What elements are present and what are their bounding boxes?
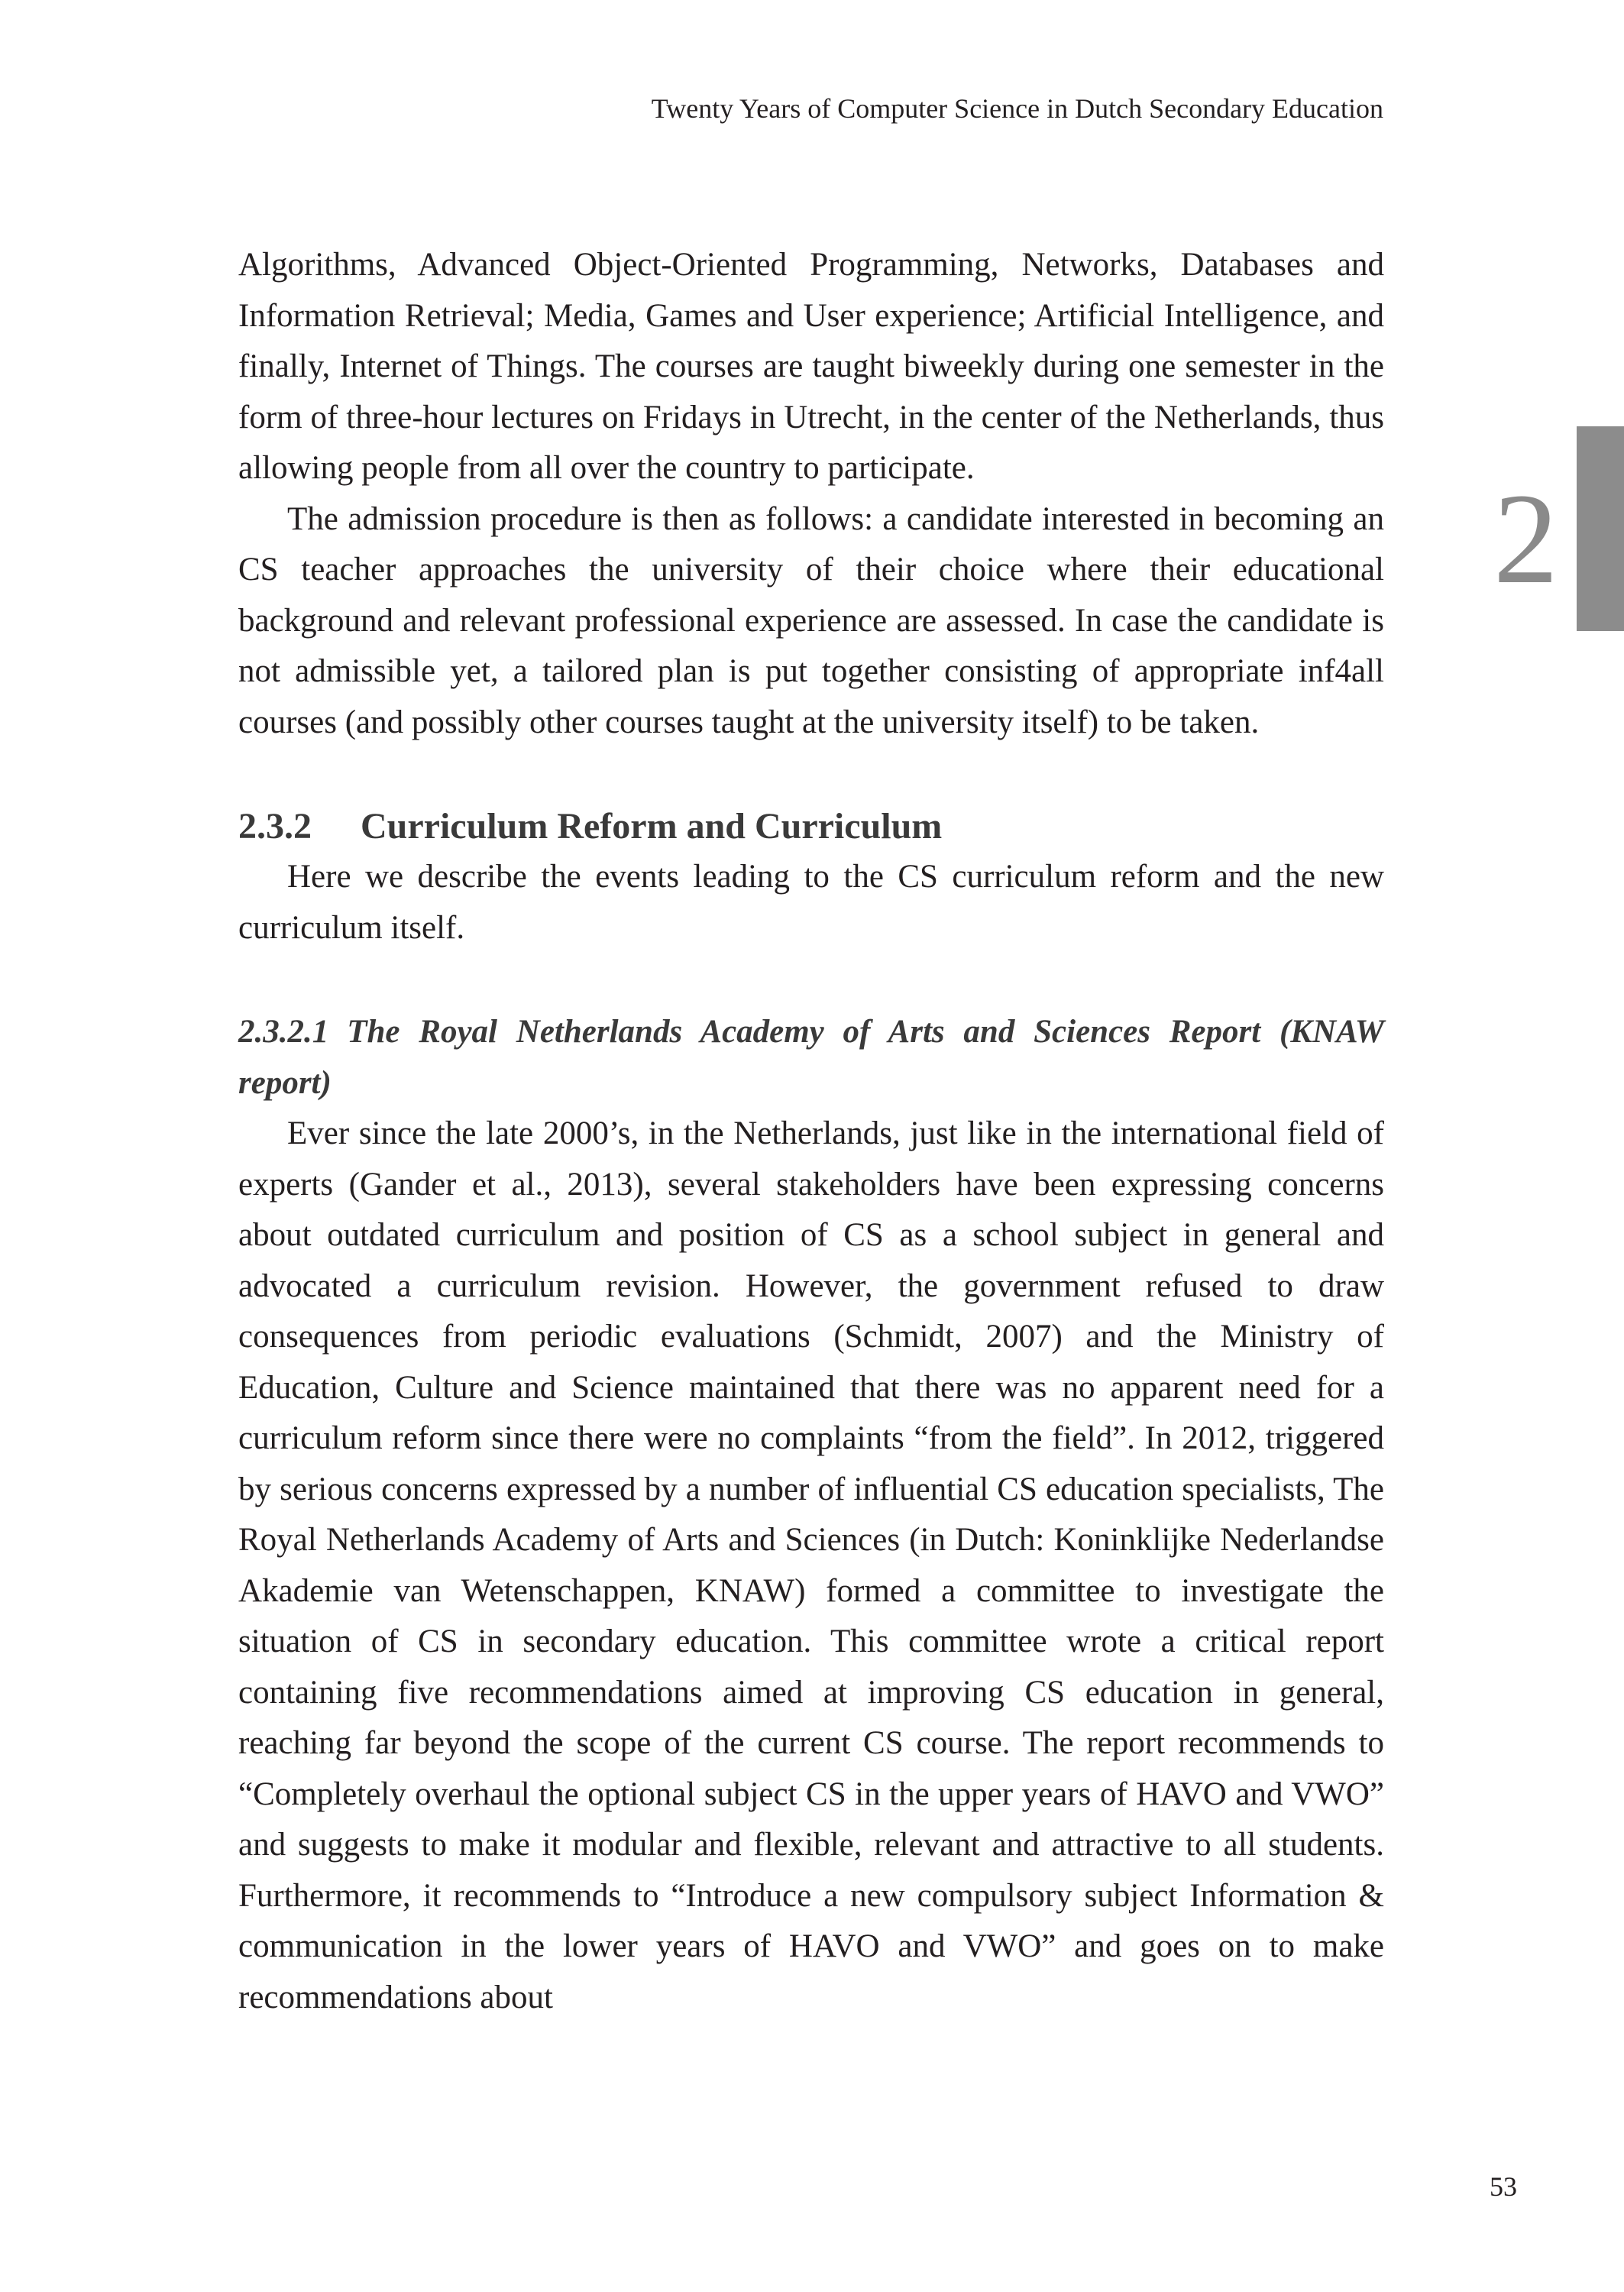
subsection-number: 2.3.2.1 (238, 1014, 329, 1050)
paragraph-3: Here we describe the events leading to the CS curriculum reform and the new curriculum itself. (238, 859, 1384, 946)
section-title: Curriculum Reform and Curriculum (361, 806, 943, 847)
page-number: 53 (1490, 2171, 1517, 2202)
paragraph-1: Algorithms, Advanced Object-Oriented Programming, Networks, Databases and Information Retrieval; Media, Games and User experience; Artificial Intelligence, and finally, Internet of Things. The courses are taught biweekly during one semester in the form of three-hour lectures on Fridays in Utrecht, in the center of the Netherlands, thus allowing people from all over the country to participate. (238, 247, 1384, 486)
body-text (238, 240, 1384, 2023)
section-heading (238, 801, 1384, 852)
running-header: Twenty Years of Computer Science in Dutch Secondary Education (651, 93, 1383, 124)
chapter-tab-marker (1577, 426, 1624, 631)
section-number: 2.3.2 (238, 806, 312, 847)
paragraph-2: The admission procedure is then as follows: a candidate interested in becoming an CS teacher approaches the university of their choice where their educational background and relevant professional experience are assessed. In case the candidate is not admissible yet, a tailored plan is put together consisting of appropriate inf4all courses (and possibly other courses taught at the university itself) to be taken. (238, 500, 1384, 740)
subsection-title: The Royal Netherlands Academy of Arts and Sciences Report (KNAW report) (238, 1014, 1384, 1101)
subsection-heading (238, 1007, 1384, 1109)
paragraph-4: Ever since the late 2000’s, in the Netherlands, just like in the international field of experts (Gander et al., 2013), several stakeholders have been expressing concerns about outdated curriculum and position of CS as a school subject in general and advocated a curriculum revision. However, the government refused to draw consequences from periodic evaluations (Schmidt, 2007) and the Ministry of Education, Culture and Science maintained that there was no apparent need for a curriculum reform since there were no complaints “from the field”. In 2012, triggered by serious concerns expressed by a number of influential CS education specialists, The Royal Netherlands Academy of Arts and Sciences (in Dutch: Koninklijke Nederlandse Akademie van Wetenschappen, KNAW) formed a committee to investigate the situation of CS in secondary education. This committee wrote a critical report containing five recommendations aimed at improving CS education in general, reaching far beyond the scope of the current CS course. The report recommends to “Completely overhaul the optional subject CS in the upper years of HAVO and VWO” and suggests to make it modular and flexible, relevant and attractive to all students. Furthermore, it recommends to “Introduce a new compulsory subject Information & communication in the lower years of HAVO and VWO” and goes on to make recommendations about (238, 1115, 1384, 2015)
chapter-number: 2 (1493, 467, 1558, 610)
